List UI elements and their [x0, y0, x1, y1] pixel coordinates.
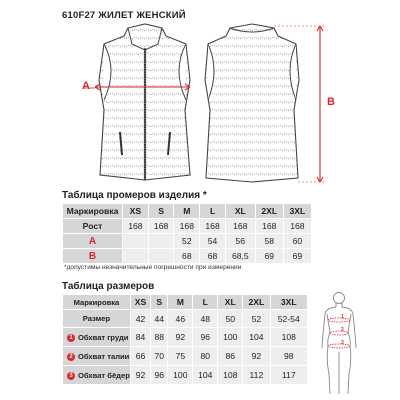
cell: 50	[218, 310, 243, 328]
size-header: 3XL	[270, 295, 307, 310]
cell: 96	[193, 328, 218, 347]
cell: 54	[200, 234, 226, 249]
cell: 60	[283, 234, 311, 249]
silhouette-mark-1: 1	[341, 314, 344, 320]
cell: 92	[243, 347, 270, 366]
cell: 92	[130, 366, 150, 385]
marker-3: 3	[67, 372, 75, 380]
cell: 48	[193, 310, 218, 328]
size-header: L	[193, 295, 218, 310]
cell	[123, 234, 149, 249]
table-row	[63, 219, 312, 234]
table-row	[63, 328, 308, 347]
row-label-b: B	[63, 249, 123, 264]
size-chart-table	[62, 294, 308, 385]
cell: 168	[200, 219, 226, 234]
size-header: 3XL	[283, 204, 311, 219]
row-label-text: Обхват талии	[78, 351, 130, 361]
cell: 46	[168, 310, 193, 328]
size-header: XL	[218, 295, 243, 310]
row-label	[63, 328, 131, 347]
cell: 92	[168, 328, 193, 347]
row-label-text: Обхват бёдер	[78, 370, 130, 380]
row-label	[63, 366, 131, 385]
table-row	[63, 366, 308, 385]
cell: 168	[174, 219, 200, 234]
table-header-row	[63, 204, 312, 219]
cell	[148, 234, 174, 249]
cell: 108	[218, 366, 243, 385]
cell: 168	[283, 219, 311, 234]
cell: 112	[243, 366, 270, 385]
cell: 68	[200, 249, 226, 264]
cell: 168	[123, 219, 149, 234]
cell: 75	[168, 347, 193, 366]
size-header: S	[148, 204, 174, 219]
marker-2: 2	[67, 353, 75, 361]
cell: 44	[151, 310, 168, 328]
cell: 69	[255, 249, 283, 264]
product-title: 610F27 ЖИЛЕТ ЖЕНСКИЙ	[62, 10, 186, 21]
cell: 84	[130, 328, 150, 347]
cell: 100	[218, 328, 243, 347]
table-header-row	[63, 295, 308, 310]
table1-title: Таблица промеров изделия *	[62, 190, 207, 201]
size-header: L	[200, 204, 226, 219]
cell: 68	[174, 249, 200, 264]
table2-title: Таблица размеров	[62, 281, 155, 292]
size-header: 2XL	[243, 295, 270, 310]
row-label-text: Обхват груди	[78, 332, 129, 342]
cell: 56	[225, 234, 255, 249]
row-label	[63, 347, 131, 366]
size-header: XS	[130, 295, 150, 310]
cell: 86	[218, 347, 243, 366]
cell: 168	[148, 219, 174, 234]
table-row	[63, 347, 308, 366]
silhouette-mark-2: 2	[341, 327, 344, 333]
size-header: XS	[123, 204, 149, 219]
row-label: Рост	[63, 219, 123, 234]
cell: 88	[151, 328, 168, 347]
size-header: M	[174, 204, 200, 219]
row-label: Размер	[63, 310, 131, 328]
table-row	[63, 249, 312, 264]
cell: 168	[225, 219, 255, 234]
cell: 168	[255, 219, 283, 234]
cell: 66	[130, 347, 150, 366]
cell: 42	[130, 310, 150, 328]
garment-measurements-table	[62, 203, 312, 264]
cell: 98	[270, 347, 307, 366]
cell: 96	[151, 366, 168, 385]
size-header: XL	[225, 204, 255, 219]
vest-front	[99, 24, 190, 180]
cell	[148, 249, 174, 264]
cell: 52	[174, 234, 200, 249]
cell: 104	[193, 366, 218, 385]
cell: 69	[283, 249, 311, 264]
label-a: A	[82, 80, 90, 92]
cell: 100	[168, 366, 193, 385]
table-row	[63, 234, 312, 249]
size-header: 2XL	[255, 204, 283, 219]
silhouette-mark-3: 3	[341, 340, 344, 346]
cell: 58	[255, 234, 283, 249]
measurement-note: *допустимы незначительные погрешности при измерении	[64, 264, 242, 271]
header-label: Маркировка	[63, 204, 123, 219]
cell: 108	[270, 328, 307, 347]
header-label: Маркировка	[63, 295, 131, 310]
size-header: S	[151, 295, 168, 310]
cell: 52-54	[270, 310, 307, 328]
body-silhouette-icon	[314, 290, 364, 398]
cell: 52	[243, 310, 270, 328]
table-row	[63, 310, 308, 328]
cell	[123, 249, 149, 264]
row-label-a: A	[63, 234, 123, 249]
marker-1: 1	[67, 334, 75, 342]
cell: 104	[243, 328, 270, 347]
cell: 117	[270, 366, 307, 385]
vest-back	[205, 24, 299, 182]
size-header: M	[168, 295, 193, 310]
label-b: B	[327, 96, 335, 108]
cell: 80	[193, 347, 218, 366]
cell: 68,5	[225, 249, 255, 264]
cell: 70	[151, 347, 168, 366]
